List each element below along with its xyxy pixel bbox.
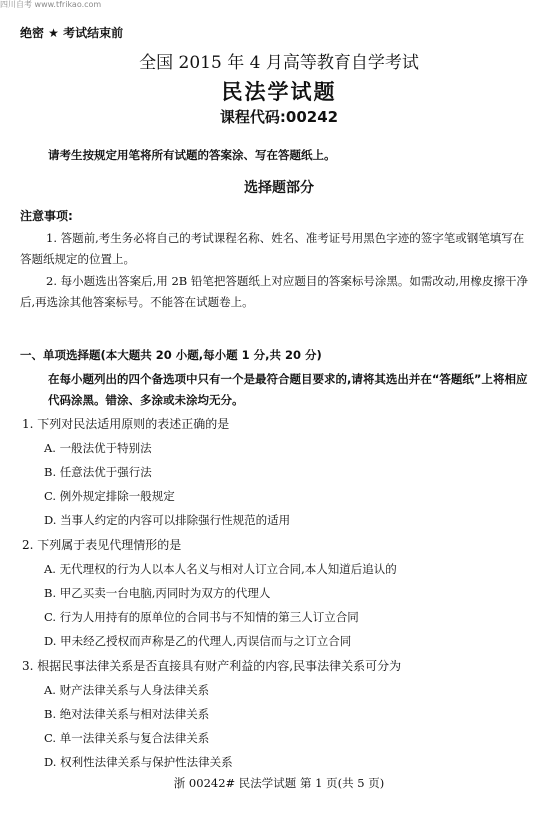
subject-title: 民法学试题	[221, 80, 337, 104]
question-stem: 3. 根据民事法律关系是否直接具有财产利益的内容,民事法律关系可分为	[22, 659, 402, 673]
question-option: D. 权利性法律关系与保护性法律关系	[44, 755, 233, 769]
question-option: C. 例外规定排除一般规定	[44, 489, 175, 503]
section-title: 选择题部分	[244, 180, 314, 196]
part-instruction: 在每小题列出的四个备选项中只有一个是最符合题目要求的,请将其选出并在“答题纸”上将相应代码涂黑。错涂、多涂或未涂均无分。	[48, 372, 528, 407]
question-option: C. 单一法律关系与复合法律关系	[44, 731, 210, 745]
question-option: B. 任意法优于强行法	[44, 465, 152, 479]
question-option: D. 甲未经乙授权而声称是乙的代理人,丙误信而与之订立合同	[44, 634, 352, 648]
secret-label: 绝密 ★ 考试结束前	[20, 26, 124, 40]
note-item: 1. 答题前,考生务必将自己的考试课程名称、姓名、准考证号用黑色字迹的签字笔或钢笔填写在答题纸规定的位置上。	[20, 231, 525, 266]
question-option: D. 当事人约定的内容可以排除强行性规范的适用	[44, 513, 291, 527]
answer-instruction: 请考生按规定用笔将所有试题的答案涂、写在答题纸上。	[48, 148, 336, 162]
course-code: 课程代码:00242	[219, 108, 339, 126]
exam-title: 全国 2015 年 4 月高等教育自学考试	[139, 53, 419, 73]
question-option: A. 财产法律关系与人身法律关系	[44, 683, 210, 697]
page-footer: 浙 00242# 民法学试题 第 1 页(共 5 页)	[173, 776, 385, 790]
question-option: B. 甲乙买卖一台电脑,丙同时为双方的代理人	[44, 586, 271, 600]
site-watermark: 四川自考 www.tfrikao.com	[0, 0, 102, 9]
notes-title: 注意事项:	[20, 209, 73, 223]
question-stem: 1. 下列对民法适用原则的表述正确的是	[22, 417, 230, 431]
question-stem: 2. 下列属于表见代理情形的是	[22, 538, 182, 552]
part-heading: 一、单项选择题(本大题共 20 小题,每小题 1 分,共 20 分)	[20, 348, 322, 362]
question-option: B. 绝对法律关系与相对法律关系	[44, 707, 210, 721]
question-option: C. 行为人用持有的原单位的合同书与不知情的第三人订立合同	[44, 610, 359, 624]
note-item: 2. 每小题选出答案后,用 2B 铅笔把答题纸上对应题目的答案标号涂黑。如需改动,用橡皮擦干净后,再选涂其他答案标号。不能答在试题卷上。	[20, 274, 529, 309]
question-option: A. 无代理权的行为人以本人名义与相对人订立合同,本人知道后追认的	[44, 562, 397, 576]
question-option: A. 一般法优于特别法	[44, 441, 152, 455]
